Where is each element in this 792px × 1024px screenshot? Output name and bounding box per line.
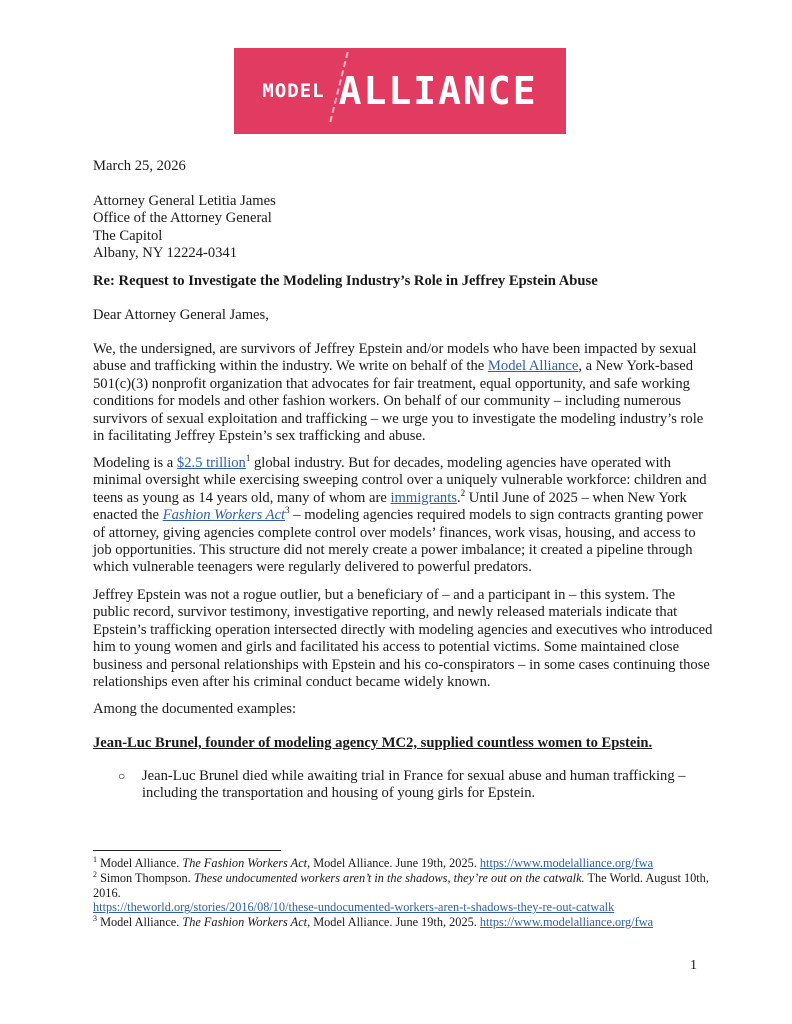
- paragraph-examples-intro: Among the documented examples:: [93, 701, 297, 717]
- footnote-number: 3: [93, 914, 97, 924]
- fashion-workers-act-link[interactable]: Fashion Workers Act: [162, 507, 286, 524]
- letter-date: March 25, 2026: [93, 158, 186, 174]
- footnote-author: Model Alliance.: [100, 915, 183, 930]
- address-line: Attorney General Letitia James: [93, 193, 276, 209]
- trillion-link[interactable]: $2.5 trillion: [176, 455, 246, 471]
- model-alliance-logo: [234, 48, 566, 134]
- address-line: The Capitol: [93, 227, 163, 244]
- footnote-title: The Fashion Workers Act,: [182, 856, 311, 870]
- footnote-ref-1[interactable]: 1: [245, 453, 251, 464]
- footnote-title: The Fashion Workers Act,: [182, 915, 311, 930]
- footnote-1: [93, 856, 713, 871]
- paragraph-industry: [93, 455, 713, 577]
- recipient-address: [93, 193, 713, 263]
- immigrants-link[interactable]: immigrants: [390, 489, 457, 506]
- footnote-2: [93, 871, 713, 915]
- footnote-number: 1: [93, 854, 97, 864]
- footnote-source: Model Alliance. June 19th, 2025.: [310, 856, 480, 870]
- footnote-url[interactable]: https://www.modelalliance.org/fwa: [479, 856, 654, 870]
- logo-word-model: MODEL: [262, 80, 325, 102]
- paragraph-epstein: Jeffrey Epstein was not a rogue outlier, but a beneficiary of – and a participant in – this system. The public record, survivor testimony, investigative reporting, and newly released materials indicate that Epstein’s trafficking operation intersected directly with modeling agencies and executives who introduced him to young women and girls and facilitated his access to potential victims. Some maintained close business and personal relationships with Epstein and his co-conspirators – in some cases continuing those relationships even after his criminal conduct became widely known.: [93, 587, 713, 691]
- logo-word-alliance: ALLIANCE: [338, 69, 538, 113]
- footnote-url[interactable]: https://theworld.org/stories/2016/08/10/these-undocumented-workers-aren-t-shadows-they-re-out-catwalk: [93, 900, 615, 915]
- address-line: Office of the Attorney General: [93, 210, 272, 227]
- text-run: Modeling is a: [93, 455, 177, 471]
- page-number: 1: [690, 958, 697, 973]
- section-heading: Jean-Luc Brunel, founder of modeling agency MC2, supplied countless women to Epstein.: [93, 735, 653, 751]
- paragraph-intro: [93, 341, 713, 445]
- footnote-url[interactable]: https://www.modelalliance.org/fwa: [479, 915, 654, 930]
- footnote-ref-3[interactable]: 3: [285, 505, 290, 516]
- footnote-title: These undocumented workers aren’t in the shadows, they’re out on the catwalk.: [193, 870, 585, 885]
- footnote-source: Model Alliance. June 19th, 2025.: [310, 915, 480, 930]
- text-run: , a New York-based 501(c)(3) nonprofit organization that advocates for fair treatment, equal opportunity, and safe working conditions for models and other fashion workers. On behalf of our community – including numerous survivors of sexual exploitation and trafficking – we urge you to investigate the modeling industry’s role in facilitating Jeffrey Epstein’s sex trafficking and abuse.: [93, 358, 704, 445]
- text-run: global industry. But for decades, modeling agencies have operated with minimal oversight while exercising sweeping control over a uniquely vulnerable workforce: children and teens as young as 14 years old, many of whom are: [93, 455, 707, 506]
- footnote-author: Model Alliance.: [100, 856, 183, 870]
- list-item-text: Jean-Luc Brunel died while awaiting trial in France for sexual abuse and human trafficking – including the transportation and housing of young girls for Epstein.: [142, 768, 686, 802]
- footnote-3: [93, 915, 713, 930]
- logo-wordmark: [262, 69, 537, 113]
- text-run: Until June of 2025 – when New York enacted the: [93, 489, 687, 524]
- address-line: Albany, NY 12224-0341: [93, 245, 238, 262]
- footnote-ref-2[interactable]: 2: [460, 487, 466, 498]
- salutation: Dear Attorney General James,: [93, 307, 269, 323]
- hollow-bullet-icon: ○: [118, 769, 126, 783]
- footnote-source: The World. August 10th, 2016.: [93, 870, 709, 900]
- text-run: We, the undersigned, are survivors of Jeffrey Epstein and/or models who have been impacted by sexual abuse and trafficking within the industry. We write on behalf of the: [93, 341, 697, 375]
- footnote-author: Simon Thompson.: [100, 870, 194, 885]
- footnote-separator: [93, 850, 281, 851]
- footnotes: [93, 856, 713, 930]
- text-run: .: [456, 489, 461, 506]
- footnote-number: 2: [93, 869, 97, 879]
- model-alliance-link[interactable]: Model Alliance: [487, 358, 579, 375]
- text-run: – modeling agencies required models to sign contracts granting power of attorney, giving agencies complete control over models’ finances, work visas, housing, and access to job opportunities. This structure did not merely create a power imbalance; it created a pipeline through which vulnerable teenagers were regularly delivered to powerful predators.: [93, 507, 703, 576]
- subject-line: Re: Request to Investigate the Modeling Industry’s Role in Jeffrey Epstein Abuse: [93, 273, 598, 289]
